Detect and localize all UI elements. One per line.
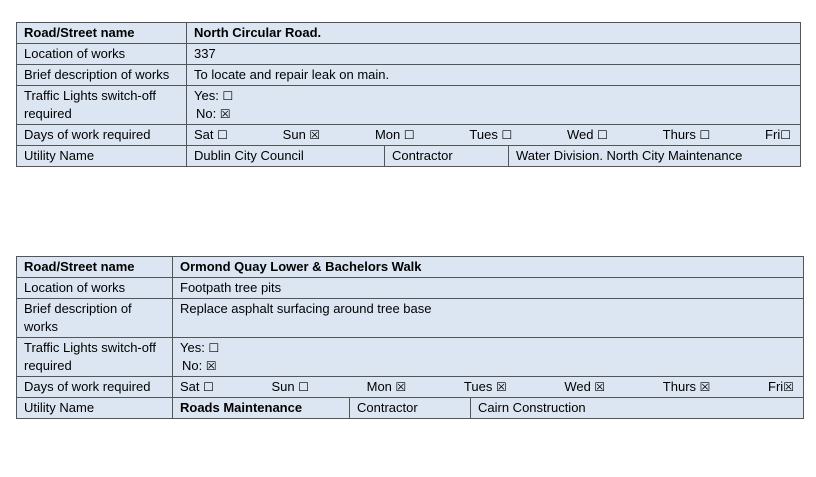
day-sat: Sat ☐ bbox=[180, 379, 214, 394]
day-sun: Sun ☒ bbox=[282, 127, 321, 142]
road-label: Road/Street name bbox=[17, 23, 187, 44]
traffic-label: Traffic Lights switch-off required bbox=[17, 86, 187, 125]
description-value: To locate and repair leak on main. bbox=[187, 65, 801, 86]
day-mon: Mon ☐ bbox=[374, 127, 415, 142]
checkbox-icon: ☐ bbox=[780, 128, 791, 142]
description-label: Brief description of works bbox=[17, 299, 173, 338]
day-thurs: Thurs ☐ bbox=[662, 127, 711, 142]
day-tues: Tues ☐ bbox=[469, 127, 513, 142]
checkbox-icon: ☒ bbox=[309, 128, 321, 142]
location-label: Location of works bbox=[17, 278, 173, 299]
day-thurs: Thurs ☒ bbox=[662, 379, 711, 394]
utility-value: Roads Maintenance bbox=[173, 398, 350, 419]
description-label: Brief description of works bbox=[17, 65, 187, 86]
road-value: North Circular Road. bbox=[187, 23, 801, 44]
traffic-no: No: ☒ bbox=[182, 358, 217, 373]
checkbox-icon: ☒ bbox=[205, 359, 217, 373]
days-label: Days of work required bbox=[17, 377, 173, 398]
traffic-yes: Yes: ☐ bbox=[194, 88, 234, 103]
checkbox-icon: ☐ bbox=[403, 128, 415, 142]
works-table-2 bbox=[16, 256, 804, 419]
traffic-value bbox=[187, 86, 801, 125]
contractor-label: Contractor bbox=[350, 398, 471, 419]
checkbox-icon: ☐ bbox=[222, 89, 234, 103]
contractor-value: Water Division. North City Maintenance bbox=[509, 146, 801, 167]
day-fri: Fri☒ bbox=[768, 379, 794, 394]
utility-label: Utility Name bbox=[17, 398, 173, 419]
checkbox-icon: ☐ bbox=[699, 128, 711, 142]
checkbox-icon: ☐ bbox=[217, 128, 228, 142]
road-label: Road/Street name bbox=[17, 257, 173, 278]
description-value: Replace asphalt surfacing around tree base bbox=[173, 299, 804, 338]
location-value: 337 bbox=[187, 44, 801, 65]
traffic-value bbox=[173, 338, 804, 377]
contractor-label: Contractor bbox=[385, 146, 509, 167]
checkbox-icon: ☐ bbox=[501, 128, 513, 142]
checkbox-icon: ☐ bbox=[298, 380, 310, 394]
road-value: Ormond Quay Lower & Bachelors Walk bbox=[173, 257, 804, 278]
checkbox-icon: ☐ bbox=[597, 128, 608, 142]
day-fri: Fri☐ bbox=[765, 127, 791, 142]
day-tues: Tues ☒ bbox=[463, 379, 507, 394]
checkbox-icon: ☐ bbox=[208, 341, 220, 355]
day-wed: Wed ☐ bbox=[567, 127, 608, 142]
checkbox-icon: ☒ bbox=[594, 380, 606, 394]
day-wed: Wed ☒ bbox=[564, 379, 606, 394]
checkbox-icon: ☒ bbox=[699, 380, 711, 394]
day-sun: Sun ☐ bbox=[271, 379, 310, 394]
traffic-label: Traffic Lights switch-off required bbox=[17, 338, 173, 377]
checkbox-icon: ☒ bbox=[395, 380, 407, 394]
utility-label: Utility Name bbox=[17, 146, 187, 167]
checkbox-icon: ☒ bbox=[219, 107, 231, 121]
location-value: Footpath tree pits bbox=[173, 278, 804, 299]
checkbox-icon: ☐ bbox=[203, 380, 214, 394]
days-value bbox=[187, 125, 801, 146]
days-value bbox=[173, 377, 804, 398]
day-sat: Sat ☐ bbox=[194, 127, 228, 142]
location-label: Location of works bbox=[17, 44, 187, 65]
checkbox-icon: ☒ bbox=[783, 380, 794, 394]
contractor-value: Cairn Construction bbox=[471, 398, 804, 419]
day-mon: Mon ☒ bbox=[366, 379, 407, 394]
utility-value: Dublin City Council bbox=[187, 146, 385, 167]
days-label: Days of work required bbox=[17, 125, 187, 146]
checkbox-icon: ☒ bbox=[495, 380, 507, 394]
works-table-1 bbox=[16, 22, 801, 167]
traffic-yes: Yes: ☐ bbox=[180, 340, 220, 355]
traffic-no: No: ☒ bbox=[196, 106, 231, 121]
